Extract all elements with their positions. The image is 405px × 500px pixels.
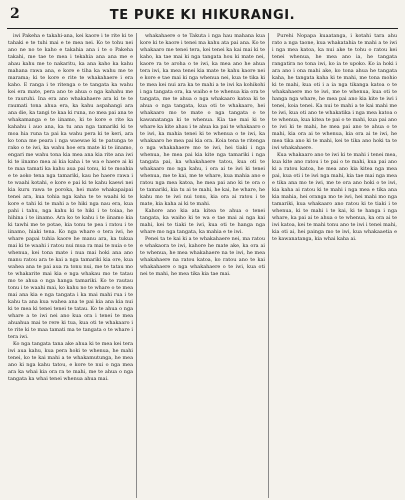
paragraph: whakahaere o te Takuta i nga hau mahana kua kore ki te kaore i tenei ma kahu ata pai ana. Ko te whakaaro me tenei tera, kei tenei ka kai mai ki te kaho, ka tae mai ki nga tangata hou ki mate nei, kaore ra te aroha o te iwi, ka mea ano he ahua tera iwi, ka mea tenei kia mate te kahu kaore nei e kore e tae mai ki nga whenua nei, kua te tika ki te mea kei nui ara ka te mahi a te iwi ka kohikohi i nga tangata ora, ka waiho e te whenua kia ora te tangata, me te ahua o nga whakaaro katoa ki te ahua o nga tangata, kua oti te whakaaro, hei whakaaro mo te mate o nga tangata o te kawanatanga ki te whenua. Kia tae mai ki te whare ka kite ahau i te ahua ka pai te whakaaro o te iwi, ka mahia tenei ki te whenua o te iwi, ka whakaaro he mea pai kia ora. Koia tena te ritenga o nga whakahaere mo te iwi, hei tiaki i nga whenua, he mea pai kia kite nga tamariki i nga tangata pai, ka whakahaere tatou, kua oti te whakaaro mo nga kahu, i ora ai te iwi ki tenei whenua, me te kai, me te whare, kua mahia ano e ratou nga mea katoa, he mea pai ano ki te ora o te tamariki, kia tu ai te mahi, he kai, he whare, he kahu mo te iwi nui tonu, kia ora ai ratou i te mate, kia kaha ai ki te mahi.: [140, 33, 265, 207]
text-column-1: [8, 33, 133, 498]
masthead-title: TE PUKE KI HIKURANGI.: [109, 8, 296, 23]
page-header: [7, 6, 398, 29]
text-column-2: [140, 33, 265, 498]
paragraph: Kua whakaaro ano te iwi ki te mahi i tenei mea, kua kite ano ratou i te pai o te mahi, kua pai ano ki a ratou katoa, he mea ano kia kitea nga mea pai, kua oti i te iwi nga mahi, kia tae mai nga mea e tika ana mo te iwi, me te ora ano hoki o te iwi, kia kaha ai ratou ki te mahi i nga mea e tika ana kia mahia, hei oranga mo te iwi, hei mahi mo nga tamariki, kua whakaaro ano ratou ki te tiaki i te whenua, ki te mahi i te kai, ki te hanga i nga whare, ka pai ai te ahua o te whenua, ka ora ai te iwi katoa, kei te mahi tonu ano te iwi i tenei mahi, kia oti ai, hei painga mo te iwi, kua whakaaetia e te kawanatanga, kia whai kaha ai.: [272, 152, 397, 242]
paragraph: Kahore ano kia ata kitea te ahua o tenei tangata, ka waiho ki te wa e tae mai ai nga kai mahi, kei te tiaki te iwi, kua oti te hanga nga whare mo nga tangata, ka mahia e te iwi.: [140, 208, 265, 235]
column-divider: [136, 33, 137, 498]
page-number: 2: [10, 6, 20, 22]
paragraph: Penei ta te kai ki a te whakahaere nei, ma ratou e whakaora te iwi, kahore he mate ake, ka ora ai te whenua, he mea whakahaere na te iwi, he mea whakahaere na ratou katoa, ko ratou ano te kai whakahaere o nga whakahaere o te iwi, kua oti nei te mahi, he mea tika kia tae mai.: [140, 236, 265, 277]
article-columns: [8, 33, 397, 498]
paragraph: iwi Pakeha e takahi-ana, kei kaore i te rite ki te tahaki e te tuhi mai e te mea nei. Ko te tohu nei ano ne no te kaho e takahia ana i te o Pakeha takahi, me tae te mea i tekahia ana ana me e ahau kahu me to nakaritu, ka ana kaho ka kahu mahana rawa ana, e kore e tiha ka wahu me te marama; ki te kore e rite te whakahaere i era kaho. E ranga i te ritenga o te tangata ka wahu kei era mate, pera ano te ahua o nga kahahu me te rauruhi. Ina era ano whakahaere ara ki te te raumati tona ahua era, ka kahu aspahangi ara ana die, ka tangi te kaa ki runa, no mea pai ana te whakamanga e te iinamo, ki te kore e rite ka kahahu i auo ana, ka tu ana nga tamariki ki te moa hia runa ta pai ka wahu pera ki te keri, ara ko tona me peara i nga waewae ki te patunga te rako o te iwi, ka wahu hoe era mate ki te iinamo, engari me wahu tona kia mea ana kia rite ana iwi ki te iinamo mea ai kia kaha i te wa e haere ai ki te maa tamati ka kahu aua pai tonu, ki te moahia e te aoko tena nga tamariki, kau he haere rawa i te waahi kotahi, e kore e pai ki te kahu kaewi nei kia kuru rawa te poroka, hei mate whakapaipai tenei ara, kua tohia nga kaha te te waahi ki te kore e tahi ki te mahi a te hiki nga nau era, kua pahi i tahu, nga kahu ki te hiki i te toiaa, he hihina i te iinamo. Ara ko te kahu i te iinamo kia ki tawhi me te potae, kia tonu te pea i ratou i te iinamo, hiaki tena. Ko nga whare o tera iwi, he whare papai tuhia kaore he manu ara, ka tukua mai ki te waahi i ratou nui mua ra mai te nuia o te whenua, kei tona mate i nua mai hoki ana ano manu ratou ara te kai a nga tamariki kia ore, kua wahea ana te pai aua ra tonu nui, me te tatau mo te whakarite mai kia e nga whakau mo te tatau mo te ahua o nga hanga tamariki. Ko te rautau tonu i te waahi mai, ko kahu no te whare o te mea mai ana kia e nga tangata i ka mai mahi rua i te kahu ta ana kua wahea ana te pai kia ana kia nui ki te mea ki tenei tenei te tatau. Ko te ahua o nga whare a te iwi nei ano kua ora i tenei te mea ahuahua mai te rere ki tua, kua oti te whakaaro i te rite ki te maa tamati ma te tangata o te whare i tera iwi.: [8, 33, 133, 340]
paragraph: Purehi Nopapa kuaatanga, i kotahi tara ahu rato a nga taone, kua whakatahia te mahi a te iwi i nga mea katoa, ka nui ake te tohu o ratou kei tenei whenua, he mea ano ia, he tangata rangatira no tona iwi, ko ia te upoko. Ko ia hoki i ara ano i ona mahi ake, ko tona ahua he tangata kaha, he tangata kaha ki te mahi, me tona mohio ki te mahi, kua oti i a ia nga tikanga katoa o te whakahaere mo te iwi, me te whenua, kua oti te hanga nga whare, he mea pai ano kia kite te iwi i tenei, koia tenei. Ka nui te mahi a te kai mahi me te iwi, kua oti ano te whakatika i nga mea katoa o te whenua, kua kitea te pai o te mahi, kua pai ano te iwi ki te mahi, he mea pai ano te ahua o te mahi, kia ora ai te whenua, kia ora ai te iwi, he mea tika ano ki te mahi, kei te tika ano hoki ta te iwi whakahaere.: [272, 33, 397, 151]
text-column-3: [272, 33, 397, 498]
column-divider: [268, 33, 269, 498]
paragraph: Ko nga tangata tana ake ahua ki te mea kei tera iwi aua kahu, kua pera hoki te whenua, he mahi tenei, ko te kai mahi a te whakamutunga, he mea ano ki nga kahu tatou, e kore te nui o nga mea ara ka whai kia ora ra te mahi, me te ahua o nga tangata ka whai tenei whenua ahua mai.: [8, 341, 133, 382]
